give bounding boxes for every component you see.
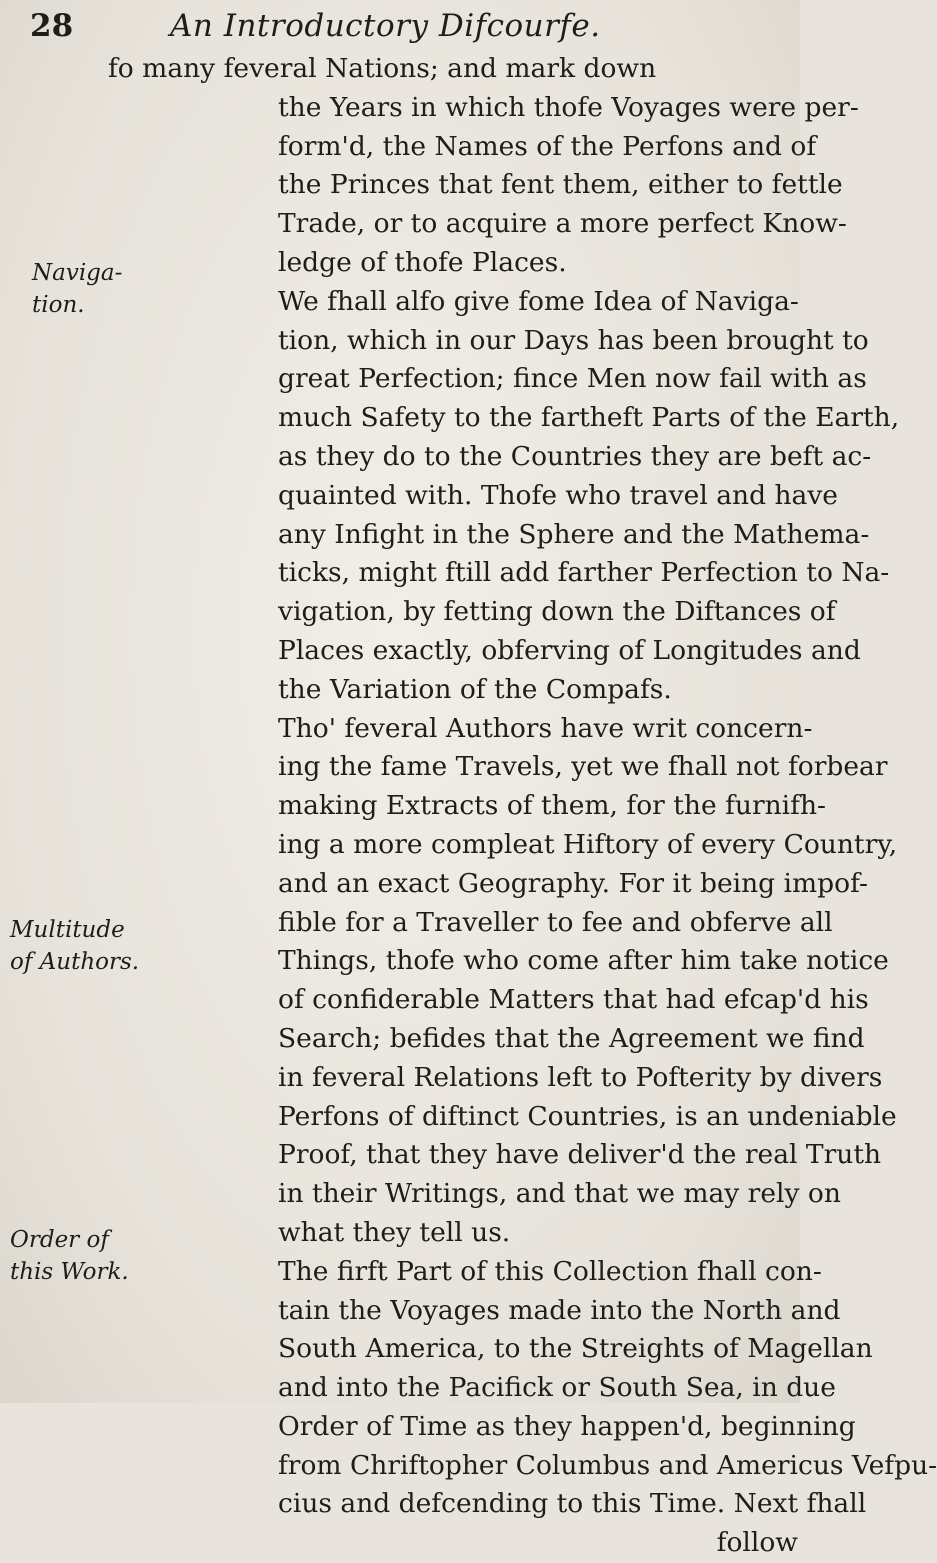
text-line: Proof, that they have deliver'd the real Truth xyxy=(278,1139,882,1171)
text-line: cius and defcending to this Time. Next fhall xyxy=(278,1488,867,1520)
text-line: Tho' feveral Authors have writ concern- xyxy=(278,712,813,744)
text-line: tain the Voyages made into the North and xyxy=(278,1294,841,1326)
text-line: great Perfection; fince Men now fail with as xyxy=(278,363,867,395)
margin-note-multitude xyxy=(10,914,160,978)
margin-note-line: Order of xyxy=(10,1227,109,1253)
margin-note-navigation xyxy=(32,257,182,321)
text-line: quainted with. Thofe who travel and have xyxy=(278,479,838,511)
text-line: of confiderable Matters that had efcap'd his xyxy=(278,984,869,1016)
margin-note-line: this Work. xyxy=(10,1259,129,1285)
text-line: from Chriftopher Columbus and Americus Vefpu- xyxy=(278,1449,937,1481)
text-line: fible for a Traveller to fee and obferve all xyxy=(278,906,833,938)
body-text xyxy=(108,50,937,1563)
text-line: the Years in which thofe Voyages were per- xyxy=(278,91,859,123)
page-header xyxy=(20,6,780,50)
text-line: Trade, or to acquire a more perfect Know- xyxy=(278,208,847,240)
text-line: tion, which in our Days has been brought to xyxy=(278,324,869,356)
text-line: form'd, the Names of the Perfons and of xyxy=(278,130,817,162)
margin-note-line: Naviga- xyxy=(32,260,123,286)
text-line: the Princes that fent them, either to fettle xyxy=(278,169,843,201)
text-line: Things, thofe who come after him take notice xyxy=(278,945,889,977)
margin-note-order xyxy=(10,1224,160,1288)
text-line: any Infight in the Sphere and the Mathema- xyxy=(278,518,870,550)
text-line: and into the Pacifick or South Sea, in due xyxy=(278,1372,836,1404)
text-line: ledge of thofe Places. xyxy=(278,246,567,278)
text-line: We fhall alfo give fome Idea of Naviga- xyxy=(278,285,799,317)
text-line: the Variation of the Compafs. xyxy=(278,673,672,705)
text-line: South America, to the Streights of Magellan xyxy=(278,1333,873,1365)
text-line: Places exactly, obferving of Longitudes and xyxy=(278,634,861,666)
margin-note-line: tion. xyxy=(32,292,85,318)
text-line: ing the fame Travels, yet we fhall not forbear xyxy=(278,751,888,783)
text-line: making Extracts of them, for the furnifh- xyxy=(278,790,826,822)
text-line: what they tell us. xyxy=(278,1216,511,1248)
text-line: as they do to the Countries they are beft ac- xyxy=(278,440,872,472)
text-line: in feveral Relations left to Pofterity by divers xyxy=(278,1061,883,1093)
text-line: Perfons of diftinct Countries, is an undeniable xyxy=(278,1100,897,1132)
text-line: in their Writings, and that we may rely on xyxy=(278,1178,841,1210)
text-line: ticks, might ftill add farther Perfection to Na- xyxy=(278,557,890,589)
text-line: fo many feveral Nations; and mark down xyxy=(108,53,657,84)
text-line: Search; befides that the Agreement we find xyxy=(278,1022,865,1054)
text-line: ing a more compleat Hiftory of every Country, xyxy=(278,828,898,860)
running-head: An Introductory Difcourfe. xyxy=(170,8,601,44)
text-line: The firft Part of this Collection fhall con- xyxy=(278,1255,822,1287)
page-number: 28 xyxy=(30,8,74,44)
text-line: and an exact Geography. For it being impof- xyxy=(278,867,868,899)
catchword: follow xyxy=(716,1527,798,1559)
text-line: much Safety to the fartheft Parts of the Earth, xyxy=(278,402,900,434)
margin-note-line: Multitude xyxy=(10,917,125,943)
margin-note-line: of Authors. xyxy=(10,949,140,975)
text-line: vigation, by fetting down the Diftances of xyxy=(278,596,836,628)
text-line: Order of Time as they happen'd, beginning xyxy=(278,1410,856,1442)
